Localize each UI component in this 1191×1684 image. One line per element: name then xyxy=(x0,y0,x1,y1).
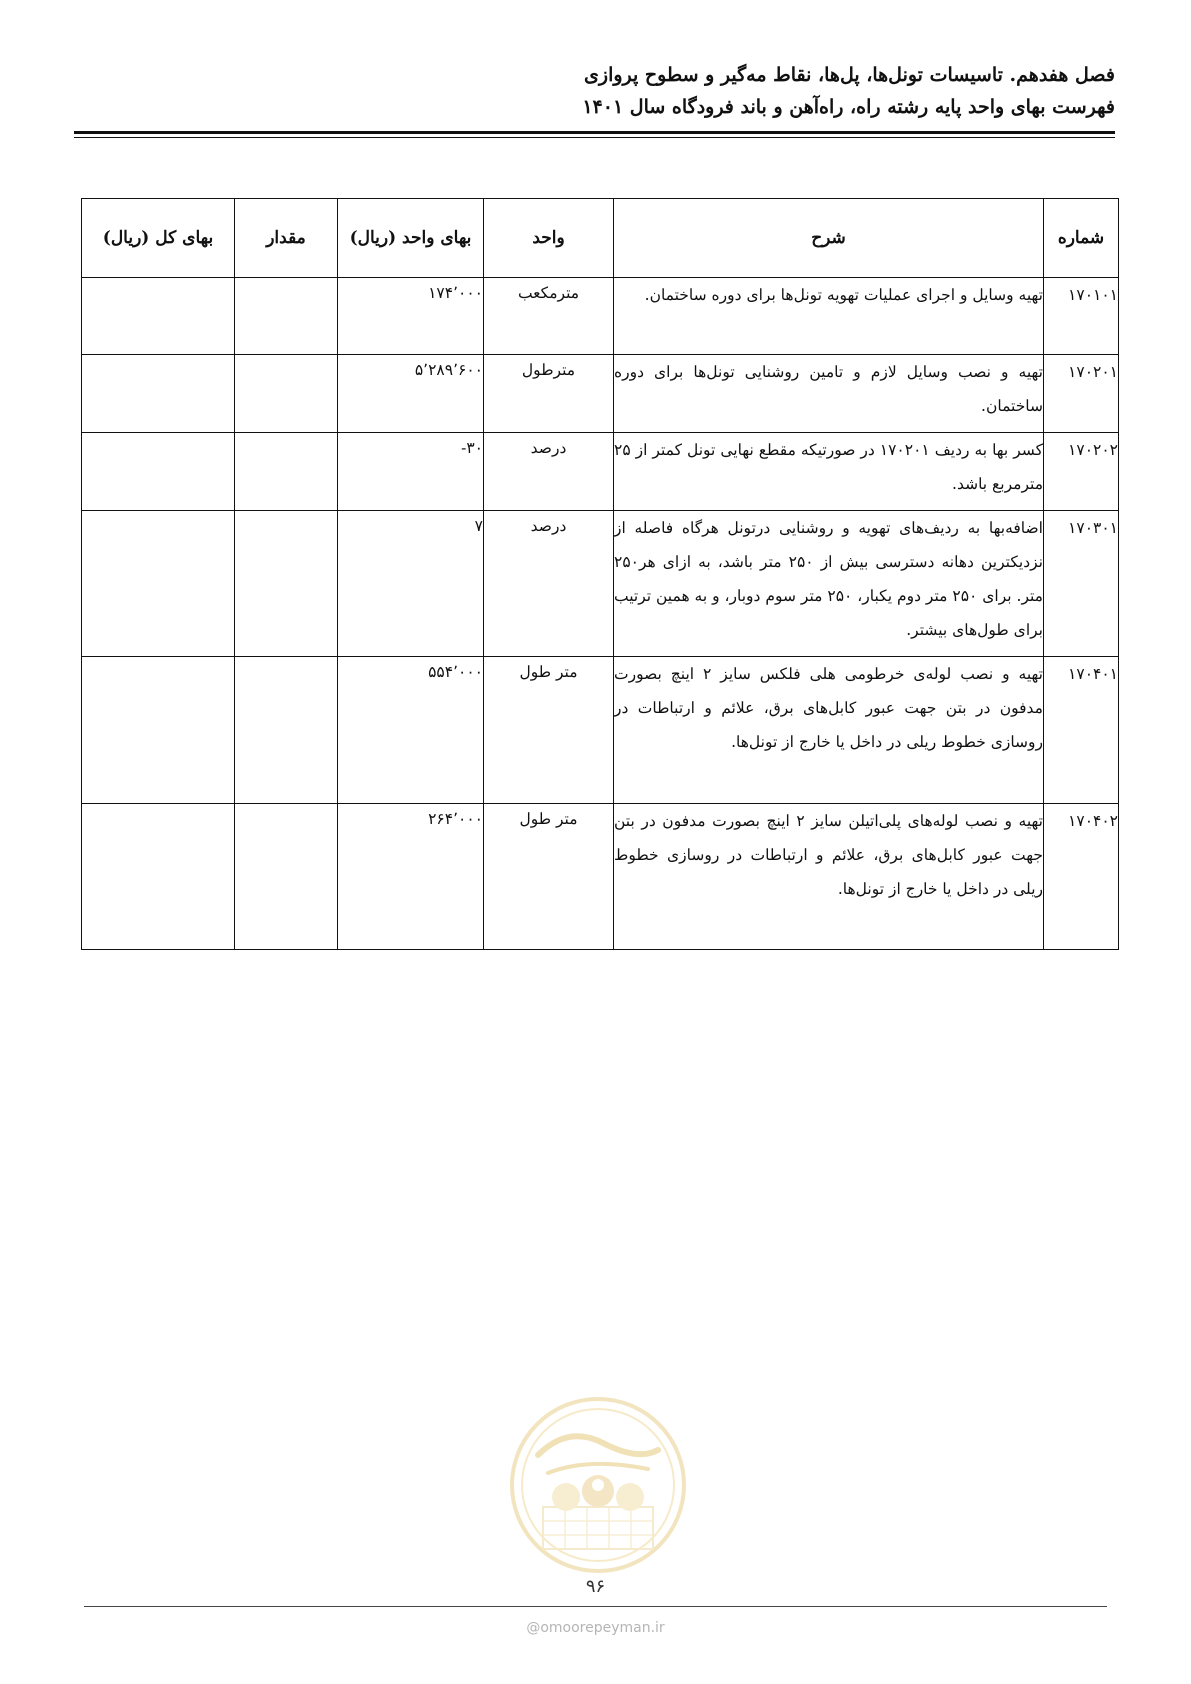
row-description: اضافه‌بها به ردیف‌های تهویه و روشنایی درتونل هرگاه فاصله از نزدیکترین دهانه دسترسی بیش از ۲۵۰ متر باشد، به ازای هر۲۵۰ متر. برای ۲۵۰ متر دوم یکبار، ۲۵۰ متر سوم دوبار، و به همین ترتیب برای طول‌های بیشتر. xyxy=(614,511,1044,657)
row-quantity xyxy=(235,355,338,433)
row-total xyxy=(82,657,235,804)
website-watermark: @omoorepeyman.ir xyxy=(526,1620,665,1636)
row-quantity xyxy=(235,278,338,355)
chapter-title: فصل هفدهم. تاسیسات تونل‌ها، پل‌ها، نقاط مه‌گیر و سطوح پروازی xyxy=(584,64,1115,86)
row-total xyxy=(82,804,235,950)
row-code: ۱۷۰۴۰۱ xyxy=(1044,657,1119,804)
page-header xyxy=(65,58,1115,122)
row-code: ۱۷۰۳۰۱ xyxy=(1044,511,1119,657)
table-row xyxy=(82,278,1119,355)
row-description: تهیه و نصب وسایل لازم و تامین روشنایی تونل‌ها برای دوره ساختمان. xyxy=(614,355,1044,433)
row-quantity xyxy=(235,511,338,657)
header-unit: واحد xyxy=(484,199,614,278)
row-total xyxy=(82,355,235,433)
row-unit: متر طول xyxy=(484,804,614,950)
row-quantity xyxy=(235,433,338,511)
page-number: ۹۶ xyxy=(585,1576,606,1597)
row-unit-price: ۵٬۲۸۹٬۶۰۰ xyxy=(338,355,484,433)
row-total xyxy=(82,511,235,657)
table-row xyxy=(82,433,1119,511)
row-description: کسر بها به ردیف ۱۷۰۲۰۱ در صورتیکه مقطع نهایی تونل کمتر از ۲۵ مترمربع باشد. xyxy=(614,433,1044,511)
row-unit: مترمکعب xyxy=(484,278,614,355)
header-total: بهای کل (ریال) xyxy=(82,199,235,278)
row-description: تهیه وسایل و اجرای عملیات تهویه تونل‌ها برای دوره ساختمان. xyxy=(614,278,1044,355)
row-description: تهیه و نصب لوله‌های پلی‌اتیلن سایز ۲ اینچ بصورت مدفون در بتن جهت عبور کابل‌های برق، علائم و ارتباطات در روسازی خطوط ریلی در داخل یا خارج از تونل‌ها. xyxy=(614,804,1044,950)
row-code: ۱۷۰۴۰۲ xyxy=(1044,804,1119,950)
header-unit-price: بهای واحد (ریال) xyxy=(338,199,484,278)
row-total xyxy=(82,433,235,511)
table-row xyxy=(82,804,1119,950)
row-unit-price: ۷ xyxy=(338,511,484,657)
row-unit-price: ۱۷۴٬۰۰۰ xyxy=(338,278,484,355)
price-list-table xyxy=(81,198,1119,950)
table-row xyxy=(82,657,1119,804)
row-code: ۱۷۰۱۰۱ xyxy=(1044,278,1119,355)
row-unit: متر طول xyxy=(484,657,614,804)
row-quantity xyxy=(235,804,338,950)
row-total xyxy=(82,278,235,355)
footer-rule xyxy=(84,1606,1107,1607)
row-code: ۱۷۰۲۰۲ xyxy=(1044,433,1119,511)
row-description: تهیه و نصب لوله‌ی خرطومی هلی فلکس سایز ۲ اینچ بصورت مدفون در بتن جهت عبور کابل‌های برق، علائم و ارتباطات در روسازی خطوط ریلی در داخل یا خارج از تونل‌ها. xyxy=(614,657,1044,804)
table-header-row xyxy=(82,199,1119,278)
row-unit: درصد xyxy=(484,511,614,657)
row-unit: درصد xyxy=(484,433,614,511)
row-unit-price: -۳۰ xyxy=(338,433,484,511)
header-description: شرح xyxy=(614,199,1044,278)
header-rule-thick xyxy=(74,131,1115,134)
row-unit: مترطول xyxy=(484,355,614,433)
row-unit-price: ۲۶۴٬۰۰۰ xyxy=(338,804,484,950)
table-row xyxy=(82,355,1119,433)
row-code: ۱۷۰۲۰۱ xyxy=(1044,355,1119,433)
row-quantity xyxy=(235,657,338,804)
table-row xyxy=(82,511,1119,657)
header-code: شماره xyxy=(1044,199,1119,278)
omoorepeyman-logo-watermark xyxy=(508,1395,688,1575)
header-quantity: مقدار xyxy=(235,199,338,278)
header-rule-thin xyxy=(74,137,1115,138)
list-title: فهرست بهای واحد پایه رشته راه، راه‌آهن و باند فرودگاه سال ۱۴۰۱ xyxy=(582,96,1115,118)
row-unit-price: ۵۵۴٬۰۰۰ xyxy=(338,657,484,804)
